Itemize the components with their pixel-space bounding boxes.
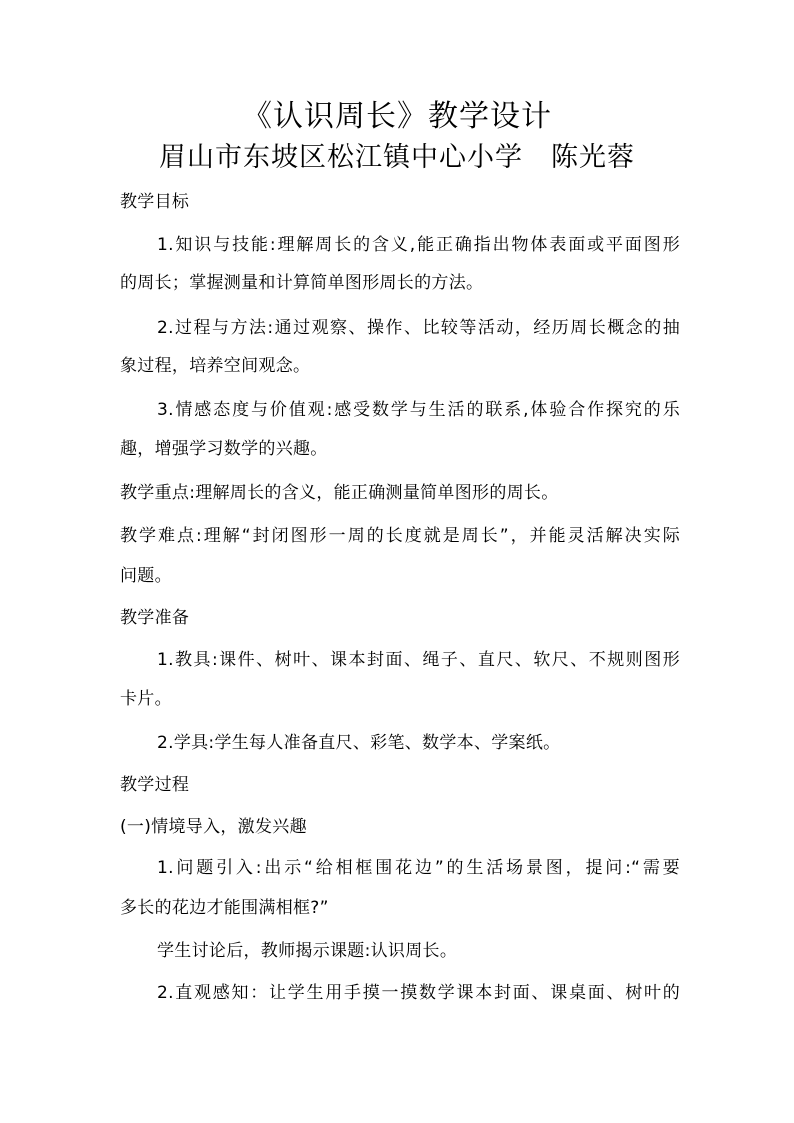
preparation-heading: 教学准备 bbox=[120, 608, 190, 628]
goal-3-line-2: 趣，增强学习数学的兴趣。 bbox=[120, 439, 328, 459]
difficulty-line-1: 教学难点:理解“封闭图形一周的长度就是周长”，并能灵活解决实际 bbox=[120, 526, 680, 546]
process-heading: 教学过程 bbox=[120, 775, 190, 795]
step-1-line-2: 多长的花边才能围满相框?” bbox=[120, 898, 329, 918]
preparation-2: 2.学具:学生每人准备直尺、彩笔、数学本、学案纸。 bbox=[157, 733, 561, 753]
goal-1-line-1: 1.知识与技能:理解周长的含义,能正确指出物体表面或平面图形 bbox=[157, 235, 680, 255]
author-school: 眉山市东坡区松江镇中心小学 bbox=[159, 142, 523, 173]
author-name: 陈光蓉 bbox=[551, 142, 635, 173]
teaching-goals-heading: 教学目标 bbox=[120, 192, 190, 212]
difficulty-line-2: 问题。 bbox=[120, 566, 172, 586]
document-title: 《认识周长》教学设计 bbox=[242, 99, 552, 134]
goal-1-line-2: 的周长；掌握测量和计算简单图形周长的方法。 bbox=[120, 273, 484, 293]
document-author bbox=[120, 140, 674, 176]
key-point: 教学重点:理解周长的含义，能正确测量简单图形的周长。 bbox=[120, 483, 559, 503]
preparation-1-line-1: 1.教具:课件、树叶、课本封面、绳子、直尺、软尺、不规则图形 bbox=[157, 650, 680, 670]
section-1-heading: (一)情境导入，激发兴趣 bbox=[120, 817, 307, 837]
step-2-line-1: 2.直观感知：让学生用手摸一摸数学课本封面、课桌面、树叶的 bbox=[157, 983, 680, 1003]
step-1-line-1: 1.问题引入:出示“给相框围花边”的生活场景图，提问:“需要 bbox=[157, 858, 680, 878]
goal-2-line-2: 象过程，培养空间观念。 bbox=[120, 356, 311, 376]
goal-2-line-1: 2.过程与方法:通过观察、操作、比较等活动，经历周长概念的抽 bbox=[157, 318, 680, 338]
goal-3-line-1: 3.情感态度与价值观:感受数学与生活的联系,体验合作探究的乐 bbox=[157, 400, 680, 420]
step-1-follow: 学生讨论后，教师揭示课题:认识周长。 bbox=[157, 941, 458, 961]
preparation-1-line-2: 卡片。 bbox=[120, 689, 172, 709]
